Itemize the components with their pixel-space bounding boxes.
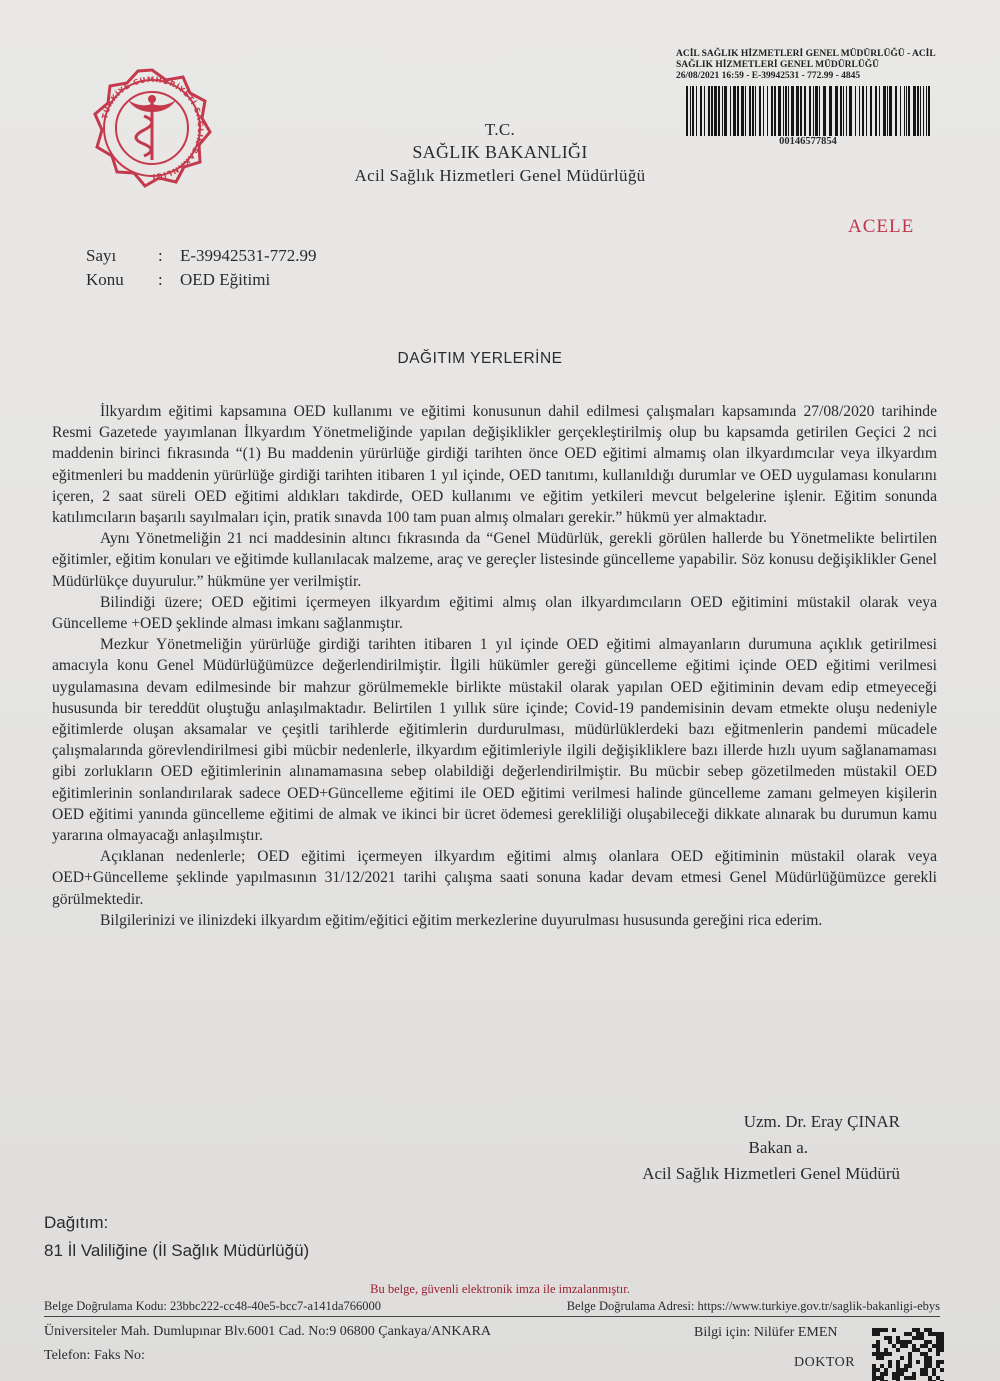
barcode-number: 00146577854: [779, 136, 837, 147]
svg-text:TÜRKİYE CUMHURİYETİ SAĞLIK BAK: TÜRKİYE CUMHURİYETİ SAĞLIK BAKANLIĞI: [99, 74, 206, 182]
sayi-label: Sayı: [86, 246, 117, 265]
konu-label: Konu: [86, 270, 124, 289]
ebys-line-1: ACİL SAĞLIK HİZMETLERİ GENEL MÜDÜRLÜĞÜ - ACİL: [676, 49, 936, 59]
qr-code-icon: [872, 1328, 944, 1381]
contact-info: Bilgi için: Nilüfer EMEN: [694, 1325, 838, 1340]
letterhead-tc: T.C.: [484, 120, 516, 139]
signatory-name: Uzm. Dr. Eray ÇINAR: [743, 1112, 900, 1131]
konu-value: OED Eğitimi: [180, 270, 271, 289]
sayi-separator: :: [158, 246, 163, 265]
signatory-title: Acil Sağlık Hizmetleri Genel Müdürü: [642, 1164, 900, 1183]
addressee: DAĞITIM YERLERİNE: [397, 350, 563, 367]
signature-block: [600, 1109, 900, 1187]
ebys-line-3: 26/08/2021 16:59 - E-39942531 - 772.99 - 4845: [676, 71, 861, 81]
ebys-stamp: [676, 49, 956, 82]
letterhead: [300, 118, 700, 187]
contact-role: DOKTOR: [794, 1355, 856, 1370]
paragraph: Bilindiği üzere; OED eğitimi içermeyen ilkyardım eğitimi almış olan ilkyardımcıların OED eğitimini müstakil olarak veya Güncelleme +OED şeklinde alması imkanı sağlanmıştır.: [52, 593, 937, 633]
esign-notice: Bu belge, güvenli elektronik imza ile imzalanmıştır.: [370, 1282, 630, 1296]
letter-body: [52, 401, 937, 931]
paragraph: İlkyardım eğitimi kapsamına OED kullanımı ve eğitimi konusunun dahil edilmesi çalışmaları kapsamında 27/08/2020 tarihinde Resmi Gazetede yayımlanan İlkyardım Yönetmeliğinde yapılan değişiklikler gerçekleştirilmiş olup bu kapsamda getirilen Geçici 2 nci maddenin birinci fıkrasında “(1) Bu maddenin yürürlüğe girdiği tarihten önce OED eğitimi almamış olan ilkyardımcılar veya ilkyardım eğitmenleri bu maddenin yürürlüğe girdiği tarihten itibaren 1 yıl içinde, OED tanıtımı, kullanıldığı durumlar ve OED uygulaması konularını içeren, 2 saat süreli OED eğitimi aldıkları takdirde, OED kullanımı ve eğitim yetkileri mevcut belgelerine işlenir. Eğitim sonunda katılımcıların başarılı sayılmaları için, pratik sınavda 100 tam puan almış olmaları gerekir.” hükmü yer almaktadır.: [52, 403, 937, 527]
signatory-on-behalf: Bakan a.: [748, 1138, 808, 1157]
barcode-icon: [686, 86, 930, 136]
paragraph: Mezkur Yönetmeliğin yürürlüğe girdiği tarihten itibaren 1 yıl içinde OED eğitimi almayanların durumuna açıklık getirilmesi amacıyla konu Genel Müdürlüğümüzce değerlendirilmiştir. İlgili hükümler gereği güncelleme eğitimi içinde OED eğitimi verilmesi uygulamasına devam edilmesinde bir mahzur görülmemekle birlikte müstakil olarak yapılan OED eğitiminin devam edip etmeyeceği hususunda bir tereddüt oluştuğu anlaşılmaktadır. Belirtilen 1 yıllık süre içinde; Covid-19 pandemisinin devam etmekte oluşu nedeniyle eğitimlerde oluşan aksamalar ve çeşitli tarihlerde eğitimlerin durdurulması, müdürlüklerdeki bazı eğitmenlerin pandemi mücadele çalışmalarında görevlendirilmesi gibi mücbir nedenlerle, ilkyardım eğitimleriyle ilgili değişikliklere bazı illerde hızlı uyum sağlanamaması gibi zorlukların OED eğitimlerinin alınamamasına sebep olabildiği değerlendirilmiştir. Bu mücbir sebep gözetilmeden müstakil OED eğitimlerinin sonlandırılarak sadece OED+Güncelleme eğitimi ile OED eğitimi verilmesi halinde güncelleme zamanı gelmeyen kişilerin OED eğitimi yanında güncelleme eğitimi de almak ve ikinci bir ücret ödemesi gerekliliği oluşabileceği dikkate alınarak bu durumun kamu yararına olmayacağı anlaşılmıştır.: [52, 636, 937, 845]
urgency-label: ACELE: [848, 216, 915, 237]
distribution-recipient: 81 İl Valiliğine (İl Sağlık Müdürlüğü): [44, 1241, 310, 1260]
paragraph: Açıklanan nedenlerle; OED eğitimi içermeyen ilkyardım eğitimi almış olanlara OED eğitiminin müstakil olarak veya OED+Güncelleme şeklinde yapılmasının 31/12/2021 tarihi çalışma saati sonuna kadar devam etmesi Genel Müdürlüğümüzce gerekli görülmektedir.: [52, 848, 937, 908]
paragraph: Bilgilerinizi ve ilinizdeki ilkyardım eğitim/eğitici eğitim merkezlerine duyurulması hususunda gereğini rica ederim.: [100, 911, 823, 929]
verification-code: Belge Doğrulama Kodu: 23bbc222-cc48-40e5-bcc7-a141da766000: [44, 1299, 382, 1313]
letterhead-department: Acil Sağlık Hizmetleri Genel Müdürlüğü: [354, 166, 646, 185]
konu-separator: :: [158, 270, 163, 289]
office-address: Üniversiteler Mah. Dumlupınar Blv.6001 Cad. No:9 06800 Çankaya/ANKARA: [44, 1324, 492, 1339]
phone-fax: Telefon: Faks No:: [44, 1348, 145, 1363]
distribution: [44, 1209, 309, 1265]
letterhead-ministry: SAĞLIK BAKANLIĞI: [412, 142, 588, 162]
verification-line: [44, 1299, 940, 1317]
distribution-label: Dağıtım:: [44, 1213, 109, 1232]
ministry-seal-icon: [92, 68, 212, 188]
sayi-value: E-39942531-772.99: [180, 246, 317, 265]
paragraph: Aynı Yönetmeliğin 21 nci maddesinin altıncı fıkrasında da “Genel Müdürlük, gerekli görülen hallerde bu Yönetmelikte belirtilen eğitimler, eğitim konuları ve eğitimde kullanılacak malzeme, araç ve gereçler listesinde güncelleme yapabilir. Söz konusu değişiklikler Genel Müdürlükçe duyurulur.” hükmüne yer verilmiştir.: [52, 530, 937, 590]
verification-address[interactable]: Belge Doğrulama Adresi: https://www.turkiye.gov.tr/saglik-bakanligi-ebys: [566, 1299, 940, 1313]
document-meta: [86, 244, 316, 292]
ebys-line-2: SAĞLIK HİZMETLERİ GENEL MÜDÜRLÜĞÜ: [676, 60, 879, 70]
